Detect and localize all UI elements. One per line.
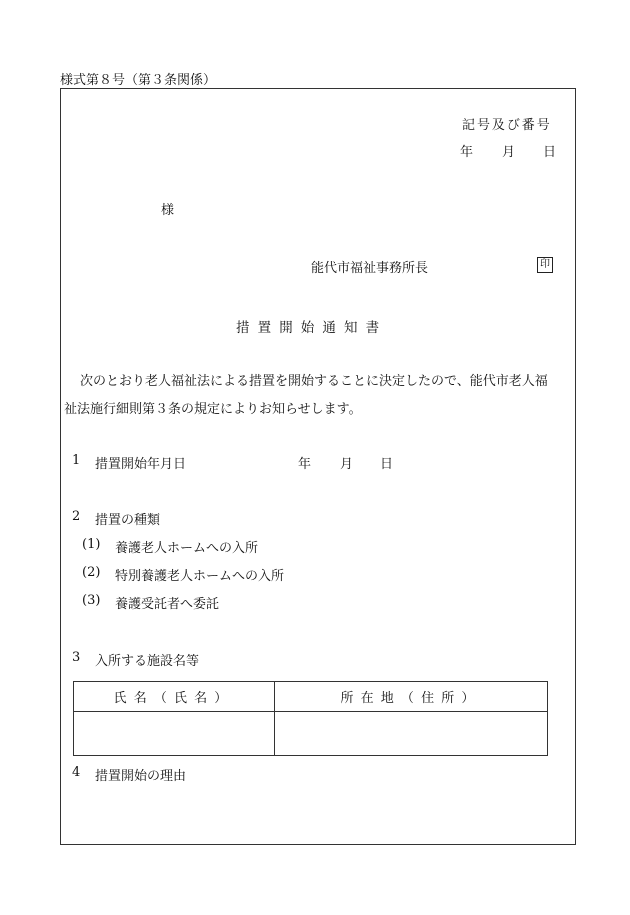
list-item: 特別養護老人ホームへの入所 [115, 569, 285, 584]
column-header-address: 所在地（住所） [275, 682, 548, 712]
seal-icon: 印 [537, 257, 553, 273]
table-cell-address [275, 712, 548, 756]
section2-label: 措置の種類 [95, 513, 161, 528]
body-text-line1: 次のとおり老人福祉法による措置を開始することに決定したので、能代市老人福 [80, 374, 548, 389]
date-day: 日 [543, 145, 557, 160]
section1-number: 1 [72, 453, 81, 468]
doc-number-label: 記号及び番号 [462, 118, 552, 133]
section1-year: 年 [298, 457, 312, 472]
list-item-number: (3) [82, 593, 101, 608]
list-item-number: (1) [82, 537, 101, 552]
addressee-suffix: 様 [161, 203, 175, 218]
section1-label: 措置開始年月日 [95, 457, 187, 472]
column-header-name: 氏名（氏名） [74, 682, 275, 712]
form-label: 様式第８号（第３条関係） [60, 73, 217, 88]
issuer-name: 能代市福祉事務所長 [311, 261, 429, 276]
list-item-number: (2) [82, 565, 101, 580]
seal-mark [537, 256, 553, 273]
document-title: 措置開始通知書 [236, 320, 388, 336]
section2-number: 2 [72, 509, 81, 524]
table-cell-name [74, 712, 275, 756]
facility-table [73, 681, 548, 756]
body-text-line2: 祉法施行細則第３条の規定によりお知らせします。 [64, 402, 362, 417]
date-year: 年 [460, 145, 474, 160]
date-month: 月 [502, 145, 516, 160]
section4-label: 措置開始の理由 [95, 769, 187, 784]
section3-number: 3 [72, 650, 81, 665]
table-row [74, 712, 548, 756]
list-item: 養護老人ホームへの入所 [115, 541, 259, 556]
section3-label: 入所する施設名等 [95, 654, 200, 669]
section4-number: 4 [72, 765, 81, 780]
section1-month: 月 [340, 457, 354, 472]
section1-day: 日 [380, 457, 394, 472]
list-item: 養護受託者へ委託 [115, 597, 220, 612]
